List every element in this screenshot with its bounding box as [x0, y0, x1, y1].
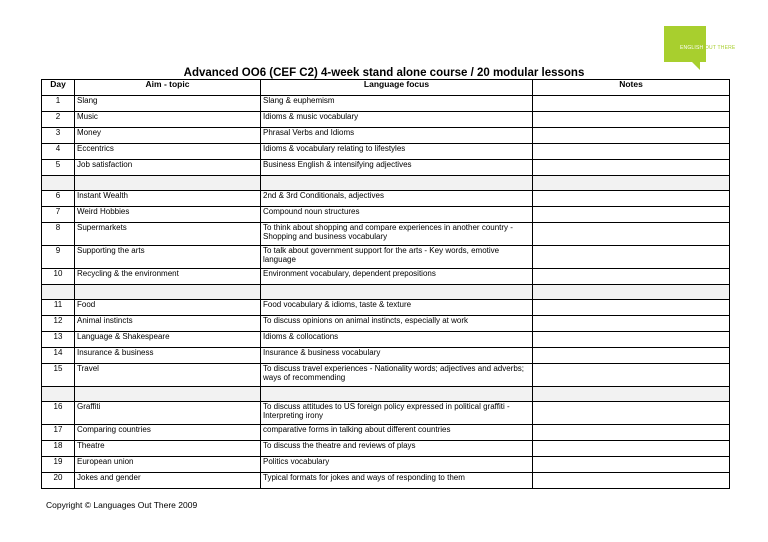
day-cell: 15	[42, 364, 75, 387]
table-row	[42, 348, 730, 364]
aim-topic-cell: Travel	[75, 364, 261, 387]
day-cell: 13	[42, 332, 75, 348]
separator-cell	[75, 285, 261, 300]
day-cell: 9	[42, 246, 75, 269]
notes-cell	[533, 473, 730, 489]
table-header-row	[42, 80, 730, 96]
language-focus-cell: Idioms & collocations	[261, 332, 533, 348]
table-row	[42, 96, 730, 112]
separator-cell	[261, 285, 533, 300]
header-aim-topic: Aim - topic	[75, 80, 261, 96]
language-focus-cell: Slang & euphemism	[261, 96, 533, 112]
day-cell: 3	[42, 128, 75, 144]
separator-cell	[75, 176, 261, 191]
notes-cell	[533, 112, 730, 128]
notes-cell	[533, 364, 730, 387]
table-row	[42, 144, 730, 160]
table-row	[42, 457, 730, 473]
table-row	[42, 300, 730, 316]
table-row	[42, 160, 730, 176]
table-row	[42, 402, 730, 425]
header-language-focus: Language focus	[261, 80, 533, 96]
aim-topic-cell: Graffiti	[75, 402, 261, 425]
separator-row	[42, 285, 730, 300]
day-cell: 5	[42, 160, 75, 176]
table-row	[42, 364, 730, 387]
notes-cell	[533, 332, 730, 348]
table-row	[42, 425, 730, 441]
table-row	[42, 207, 730, 223]
aim-topic-cell: Supporting the arts	[75, 246, 261, 269]
table-row	[42, 246, 730, 269]
language-focus-cell: Insurance & business vocabulary	[261, 348, 533, 364]
brand-logo	[664, 26, 706, 62]
day-cell: 6	[42, 191, 75, 207]
language-focus-cell: To talk about government support for the arts - Key words, emotive language	[261, 246, 533, 269]
language-focus-cell: To discuss the theatre and reviews of plays	[261, 441, 533, 457]
aim-topic-cell: Weird Hobbies	[75, 207, 261, 223]
aim-topic-cell: Language & Shakespeare	[75, 332, 261, 348]
notes-cell	[533, 144, 730, 160]
aim-topic-cell: Jokes and gender	[75, 473, 261, 489]
aim-topic-cell: Eccentrics	[75, 144, 261, 160]
day-cell: 18	[42, 441, 75, 457]
header-notes: Notes	[533, 80, 730, 96]
language-focus-cell: Typical formats for jokes and ways of responding to them	[261, 473, 533, 489]
notes-cell	[533, 128, 730, 144]
table-row	[42, 191, 730, 207]
notes-cell	[533, 191, 730, 207]
day-cell: 7	[42, 207, 75, 223]
table-row	[42, 112, 730, 128]
notes-cell	[533, 207, 730, 223]
schedule-table	[41, 79, 730, 489]
notes-cell	[533, 269, 730, 285]
notes-cell	[533, 425, 730, 441]
language-focus-cell: Idioms & vocabulary relating to lifestyles	[261, 144, 533, 160]
separator-cell	[533, 387, 730, 402]
language-focus-cell: To discuss travel experiences - Nationality words; adjectives and adverbs; ways of recommending	[261, 364, 533, 387]
separator-cell	[533, 285, 730, 300]
table-row	[42, 269, 730, 285]
language-focus-cell: To discuss attitudes to US foreign policy expressed in political graffiti - Interpreting irony	[261, 402, 533, 425]
aim-topic-cell: Animal instincts	[75, 316, 261, 332]
day-cell: 20	[42, 473, 75, 489]
language-focus-cell: Business English & intensifying adjectives	[261, 160, 533, 176]
notes-cell	[533, 441, 730, 457]
language-focus-cell: Politics vocabulary	[261, 457, 533, 473]
table-row	[42, 473, 730, 489]
aim-topic-cell: Insurance & business	[75, 348, 261, 364]
logo-word-2: OUT THERE	[704, 45, 736, 51]
aim-topic-cell: Recycling & the environment	[75, 269, 261, 285]
day-cell: 19	[42, 457, 75, 473]
notes-cell	[533, 300, 730, 316]
aim-topic-cell: Slang	[75, 96, 261, 112]
aim-topic-cell: Supermarkets	[75, 223, 261, 246]
table-body	[42, 96, 730, 489]
notes-cell	[533, 402, 730, 425]
language-focus-cell: Food vocabulary & idioms, taste & texture	[261, 300, 533, 316]
table-row	[42, 441, 730, 457]
language-focus-cell: Compound noun structures	[261, 207, 533, 223]
brand-logo-text	[680, 45, 735, 51]
separator-row	[42, 176, 730, 191]
aim-topic-cell: Food	[75, 300, 261, 316]
table-row	[42, 128, 730, 144]
notes-cell	[533, 348, 730, 364]
aim-topic-cell: European union	[75, 457, 261, 473]
language-focus-cell: comparative forms in talking about different countries	[261, 425, 533, 441]
day-cell: 4	[42, 144, 75, 160]
day-cell: 11	[42, 300, 75, 316]
language-focus-cell: Environment vocabulary, dependent prepositions	[261, 269, 533, 285]
day-cell: 2	[42, 112, 75, 128]
language-focus-cell: Idioms & music vocabulary	[261, 112, 533, 128]
language-focus-cell: 2nd & 3rd Conditionals, adjectives	[261, 191, 533, 207]
day-cell: 1	[42, 96, 75, 112]
day-cell: 10	[42, 269, 75, 285]
table-row	[42, 316, 730, 332]
aim-topic-cell: Comparing countries	[75, 425, 261, 441]
day-cell: 14	[42, 348, 75, 364]
separator-cell	[75, 387, 261, 402]
notes-cell	[533, 246, 730, 269]
aim-topic-cell: Music	[75, 112, 261, 128]
language-focus-cell: Phrasal Verbs and Idioms	[261, 128, 533, 144]
aim-topic-cell: Theatre	[75, 441, 261, 457]
day-cell: 16	[42, 402, 75, 425]
separator-cell	[533, 176, 730, 191]
aim-topic-cell: Job satisfaction	[75, 160, 261, 176]
separator-cell	[42, 387, 75, 402]
day-cell: 12	[42, 316, 75, 332]
header-day: Day	[42, 80, 75, 96]
separator-cell	[42, 285, 75, 300]
notes-cell	[533, 457, 730, 473]
notes-cell	[533, 96, 730, 112]
table-row	[42, 332, 730, 348]
table-row	[42, 223, 730, 246]
notes-cell	[533, 316, 730, 332]
language-focus-cell: To think about shopping and compare experiences in another country - Shopping and business vocabulary	[261, 223, 533, 246]
copyright-footer: Copyright © Languages Out There 2009	[46, 500, 198, 510]
separator-cell	[261, 176, 533, 191]
aim-topic-cell: Instant Wealth	[75, 191, 261, 207]
separator-cell	[261, 387, 533, 402]
page-title: Advanced OO6 (CEF C2) 4-week stand alone course / 20 modular lessons	[183, 67, 585, 79]
day-cell: 17	[42, 425, 75, 441]
separator-row	[42, 387, 730, 402]
notes-cell	[533, 160, 730, 176]
language-focus-cell: To discuss opinions on animal instincts, especially at work	[261, 316, 533, 332]
logo-word-1: ENGLISH	[680, 45, 704, 51]
notes-cell	[533, 223, 730, 246]
separator-cell	[42, 176, 75, 191]
day-cell: 8	[42, 223, 75, 246]
aim-topic-cell: Money	[75, 128, 261, 144]
